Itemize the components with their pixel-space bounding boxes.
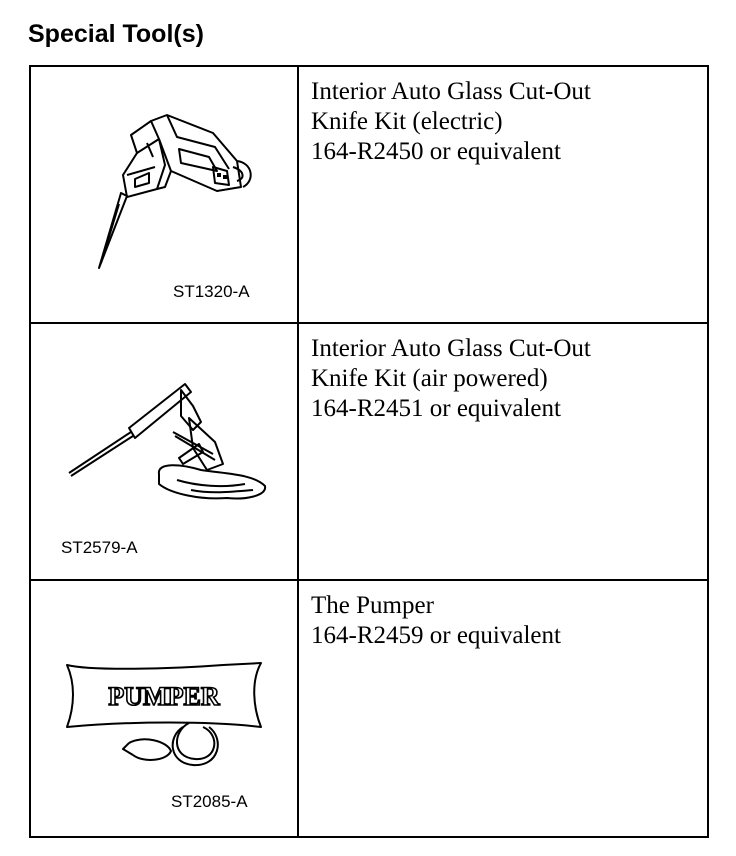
electric-knife-icon [31,67,297,322]
tool-name-line: The Pumper [311,592,434,619]
tool-illustration-cell [30,323,298,580]
tool-name-line: Knife Kit (air powered) [311,365,548,392]
page-title: Special Tool(s) [28,20,204,48]
tool-illustration-cell [30,580,298,837]
table-row [30,323,708,580]
part-number-line: 164-R2451 or equivalent [311,395,561,422]
figure-code: ST2085-A [171,792,248,811]
figure-code: ST2579-A [61,538,138,557]
tool-description-cell [298,580,708,837]
tool-description-cell [298,323,708,580]
tool-description-cell [298,66,708,323]
part-number-line: 164-R2459 or equivalent [311,622,561,649]
table-row [30,580,708,837]
tool-name-line: Interior Auto Glass Cut-Out [311,335,591,362]
tool-name-line: Interior Auto Glass Cut-Out [311,78,591,105]
tool-name-line: Knife Kit (electric) [311,108,503,135]
tool-illustration-cell [30,66,298,323]
table-row [30,66,708,323]
pumper-icon [31,581,297,836]
pumper-label: PUMPER [108,682,220,711]
special-tools-table [29,65,709,838]
part-number-line: 164-R2450 or equivalent [311,138,561,165]
figure-code: ST1320-A [173,282,250,301]
